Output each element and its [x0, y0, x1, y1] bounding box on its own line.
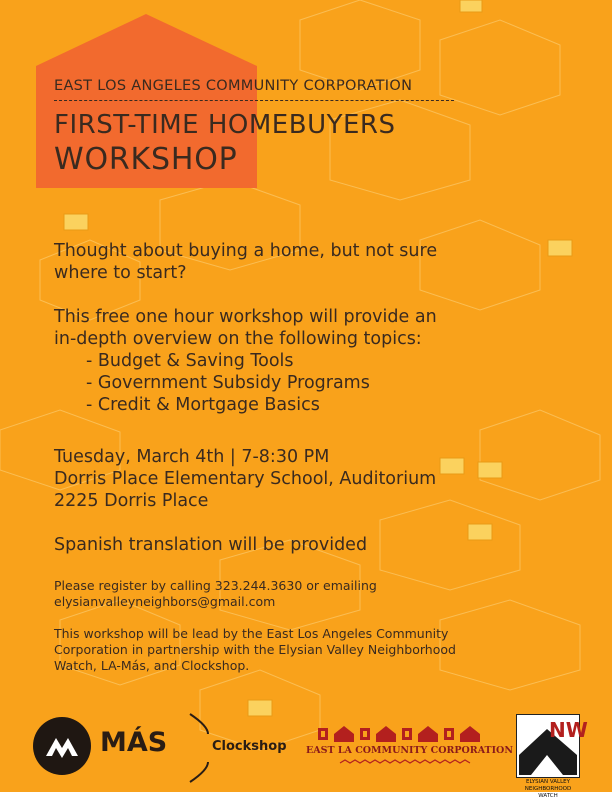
neighborhood-watch-caption: [516, 779, 580, 800]
registration-info: [54, 578, 377, 610]
topic-item: - Budget & Saving Tools: [86, 351, 294, 371]
event-location: Dorris Place Elementary School, Auditorium: [54, 469, 437, 489]
workshop-description: [54, 306, 437, 416]
partners-line-2: Corporation in partnership with the Elysian Valley Neighborhood: [54, 642, 456, 657]
clockshop-bracket-icon: [184, 712, 214, 784]
nw-letters: NW: [549, 718, 588, 742]
description-line-2: in-depth overview on the following topics:: [54, 329, 422, 349]
neighborhood-watch-logo: [516, 714, 588, 778]
topic-item: - Government Subsidy Programs: [86, 373, 370, 393]
elacc-underline-icon: [340, 760, 470, 766]
registration-email[interactable]: elysianvalleyneighbors@gmail.com: [54, 594, 276, 609]
partners-line-1: This workshop will be lead by the East Los Angeles Community: [54, 626, 449, 641]
clockshop-logo: Clockshop: [212, 739, 287, 754]
intro-line-1: Thought about buying a home, but not sure: [54, 241, 438, 261]
event-datetime: Tuesday, March 4th | 7-8:30 PM: [54, 447, 330, 467]
event-address: 2225 Dorris Place: [54, 491, 209, 511]
elacc-logo-text: EAST LA COMMUNITY CORPORATION: [306, 745, 514, 756]
topic-item: - Credit & Mortgage Basics: [86, 395, 320, 415]
nw-caption-line-1: ELYSIAN VALLEY: [525, 779, 571, 785]
intro-question: [54, 240, 437, 284]
elacc-pattern-icon: [318, 724, 488, 744]
la-mas-logo-text: MÁS: [100, 727, 168, 758]
translation-note: Spanish translation will be provided: [54, 535, 368, 555]
intro-line-2: where to start?: [54, 263, 187, 283]
neighborhood-watch-mark-icon: [517, 715, 588, 777]
event-details: [54, 446, 436, 512]
title-line-1: FIRST-TIME HOMEBUYERS: [54, 110, 396, 140]
nw-caption-line-2: NEIGHBORHOOD WATCH: [524, 786, 572, 799]
header-divider: [54, 100, 454, 101]
organization-name: EAST LOS ANGELES COMMUNITY CORPORATION: [54, 78, 413, 94]
la-mas-logo-icon: [32, 716, 92, 776]
partners-line-3: Watch, LA-Más, and Clockshop.: [54, 658, 250, 673]
title-line-2: WORKSHOP: [54, 142, 238, 177]
description-line-1: This free one hour workshop will provide an: [54, 307, 437, 327]
registration-line-1: Please register by calling 323.244.3630 or emailing: [54, 578, 377, 593]
partners-info: [54, 626, 456, 674]
